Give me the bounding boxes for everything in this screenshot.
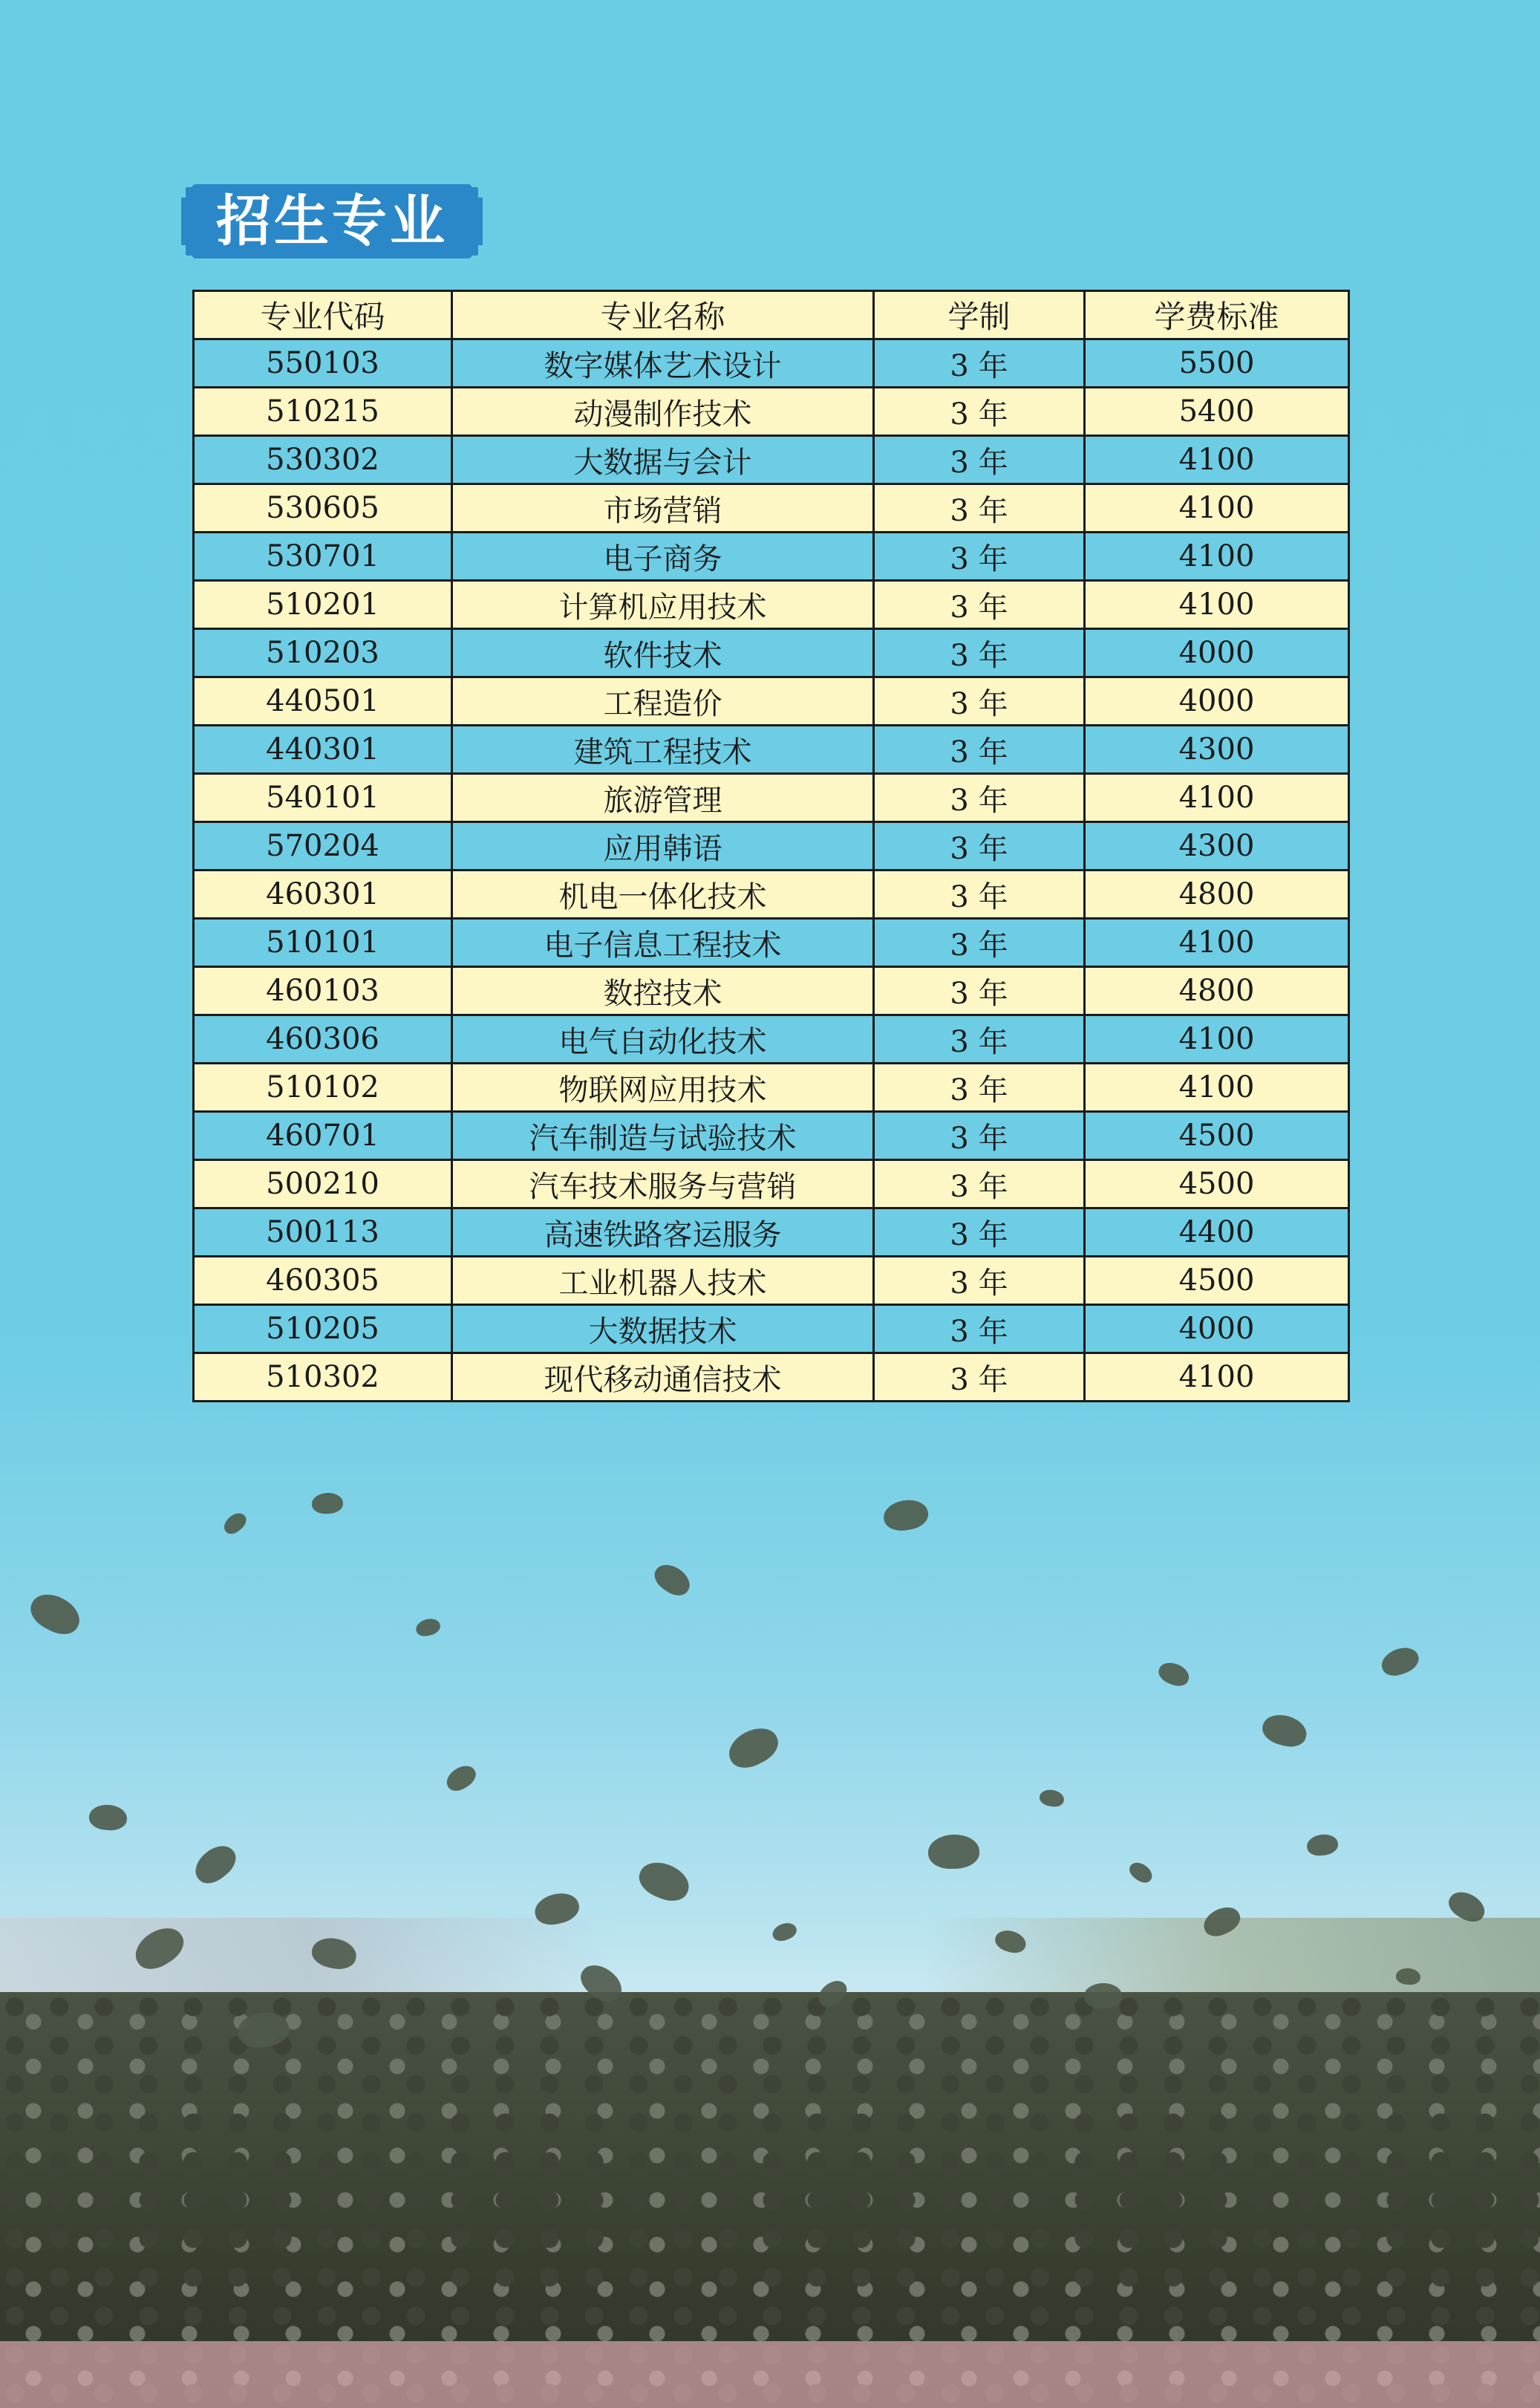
cell-fee: 4100	[1085, 1064, 1349, 1112]
cell-duration: 3 年	[874, 484, 1085, 533]
cell-code: 530701	[194, 533, 452, 581]
table-row	[194, 436, 1349, 484]
cell-name: 动漫制作技术	[452, 388, 874, 436]
hat	[650, 1559, 695, 1601]
table-row	[194, 1015, 1349, 1064]
cell-code: 460103	[194, 967, 452, 1015]
cell-duration: 3 年	[874, 822, 1085, 871]
cell-duration: 3 年	[874, 533, 1085, 581]
hat	[881, 1497, 930, 1534]
cell-name: 软件技术	[452, 629, 874, 677]
table-row	[194, 533, 1349, 581]
hat	[1126, 1859, 1156, 1887]
cell-code: 510101	[194, 919, 452, 967]
cell-code: 550103	[194, 339, 452, 388]
cell-name: 电子商务	[452, 533, 874, 581]
cell-code: 510205	[194, 1305, 452, 1353]
cell-fee: 4100	[1085, 774, 1349, 822]
cell-code: 500113	[194, 1208, 452, 1257]
cell-fee: 4100	[1085, 436, 1349, 484]
cell-name: 大数据技术	[452, 1305, 874, 1353]
cell-duration: 3 年	[874, 1112, 1085, 1160]
table-row	[194, 339, 1349, 388]
cell-code: 510203	[194, 629, 452, 677]
cell-code: 460306	[194, 1015, 452, 1064]
hat	[1378, 1643, 1423, 1680]
cell-code: 510201	[194, 581, 452, 629]
cell-code: 530302	[194, 436, 452, 484]
cell-code: 510215	[194, 388, 452, 436]
table-row	[194, 1208, 1349, 1257]
hat	[414, 1616, 443, 1639]
cell-name: 数字媒体艺术设计	[452, 339, 874, 388]
hat	[189, 1839, 242, 1890]
graduation-photo	[0, 1448, 1540, 2408]
table-header-row	[194, 291, 1349, 339]
cell-duration: 3 年	[874, 629, 1085, 677]
hat	[88, 1803, 128, 1831]
cell-code: 460701	[194, 1112, 452, 1160]
cell-name: 大数据与会计	[452, 436, 874, 484]
cell-name: 建筑工程技术	[452, 726, 874, 774]
table-row	[194, 822, 1349, 871]
cell-duration: 3 年	[874, 774, 1085, 822]
cell-code: 460301	[194, 871, 452, 919]
table-row	[194, 1257, 1349, 1305]
hat	[221, 1509, 249, 1537]
cell-code: 440501	[194, 677, 452, 726]
table-row	[194, 871, 1349, 919]
header-name: 专业名称	[452, 291, 874, 339]
table-row	[194, 774, 1349, 822]
cell-duration: 3 年	[874, 388, 1085, 436]
cell-name: 电子信息工程技术	[452, 919, 874, 967]
cell-name: 物联网应用技术	[452, 1064, 874, 1112]
cell-duration: 3 年	[874, 1160, 1085, 1208]
cell-fee: 4300	[1085, 822, 1349, 871]
cell-name: 旅游管理	[452, 774, 874, 822]
cell-duration: 3 年	[874, 581, 1085, 629]
cell-duration: 3 年	[874, 1305, 1085, 1353]
cell-fee: 4100	[1085, 533, 1349, 581]
cell-duration: 3 年	[874, 1015, 1085, 1064]
cell-name: 应用韩语	[452, 822, 874, 871]
cell-fee: 4800	[1085, 967, 1349, 1015]
section-title: 招生专业	[216, 189, 448, 253]
hat	[25, 1587, 86, 1641]
cell-fee: 4100	[1085, 919, 1349, 967]
hat	[1259, 1711, 1311, 1751]
cell-code: 460305	[194, 1257, 452, 1305]
cell-duration: 3 年	[874, 339, 1085, 388]
header-duration: 学制	[874, 291, 1085, 339]
hat	[634, 1855, 694, 1907]
cell-code: 500210	[194, 1160, 452, 1208]
cell-code: 510102	[194, 1064, 452, 1112]
cell-fee: 4100	[1085, 1353, 1349, 1402]
hat	[1084, 1983, 1123, 2009]
table-row	[194, 967, 1349, 1015]
cell-code: 570204	[194, 822, 452, 871]
table-row	[194, 1353, 1349, 1402]
cell-fee: 4100	[1085, 484, 1349, 533]
table-row	[194, 919, 1349, 967]
hat	[443, 1761, 480, 1795]
cell-name: 数控技术	[452, 967, 874, 1015]
table-row	[194, 581, 1349, 629]
cell-name: 工程造价	[452, 677, 874, 726]
cell-duration: 3 年	[874, 1257, 1085, 1305]
cell-name: 计算机应用技术	[452, 581, 874, 629]
ground	[0, 2341, 1540, 2408]
cell-fee: 5400	[1085, 388, 1349, 436]
cell-duration: 3 年	[874, 726, 1085, 774]
cell-fee: 4400	[1085, 1208, 1349, 1257]
cell-duration: 3 年	[874, 1208, 1085, 1257]
cell-name: 工业机器人技术	[452, 1257, 874, 1305]
table-row	[194, 629, 1349, 677]
cell-code: 510302	[194, 1353, 452, 1402]
hat	[1305, 1832, 1339, 1858]
cell-code: 440301	[194, 726, 452, 774]
hat	[1155, 1659, 1192, 1690]
cell-fee: 5500	[1085, 339, 1349, 388]
cell-name: 汽车技术服务与营销	[452, 1160, 874, 1208]
table-row	[194, 388, 1349, 436]
cell-fee: 4500	[1085, 1257, 1349, 1305]
cell-name: 高速铁路客运服务	[452, 1208, 874, 1257]
hat	[722, 1721, 783, 1774]
cell-fee: 4000	[1085, 629, 1349, 677]
header-fee: 学费标准	[1085, 291, 1349, 339]
table-row	[194, 726, 1349, 774]
cell-duration: 3 年	[874, 1064, 1085, 1112]
cell-fee: 4100	[1085, 1015, 1349, 1064]
table-row	[194, 1112, 1349, 1160]
cell-duration: 3 年	[874, 919, 1085, 967]
header-code: 专业代码	[194, 291, 452, 339]
cell-fee: 4000	[1085, 1305, 1349, 1353]
cell-fee: 4300	[1085, 726, 1349, 774]
cell-fee: 4500	[1085, 1160, 1349, 1208]
hat	[1038, 1788, 1065, 1808]
cell-fee: 4000	[1085, 677, 1349, 726]
cell-duration: 3 年	[874, 436, 1085, 484]
hat	[311, 1492, 343, 1514]
cell-name: 机电一体化技术	[452, 871, 874, 919]
majors-table	[192, 290, 1350, 1402]
section-title-badge	[192, 184, 472, 258]
cell-fee: 4100	[1085, 581, 1349, 629]
table-row	[194, 1305, 1349, 1353]
cell-name: 电气自动化技术	[452, 1015, 874, 1064]
cell-fee: 4800	[1085, 871, 1349, 919]
table-body	[194, 339, 1349, 1402]
cell-duration: 3 年	[874, 677, 1085, 726]
table-row	[194, 1160, 1349, 1208]
table-row	[194, 484, 1349, 533]
cell-duration: 3 年	[874, 1353, 1085, 1402]
hat	[927, 1834, 980, 1870]
cell-name: 市场营销	[452, 484, 874, 533]
cell-code: 540101	[194, 774, 452, 822]
cell-code: 530605	[194, 484, 452, 533]
cell-fee: 4500	[1085, 1112, 1349, 1160]
cell-duration: 3 年	[874, 967, 1085, 1015]
cell-name: 汽车制造与试验技术	[452, 1112, 874, 1160]
table-row	[194, 677, 1349, 726]
cell-duration: 3 年	[874, 871, 1085, 919]
table-row	[194, 1064, 1349, 1112]
cell-name: 现代移动通信技术	[452, 1353, 874, 1402]
